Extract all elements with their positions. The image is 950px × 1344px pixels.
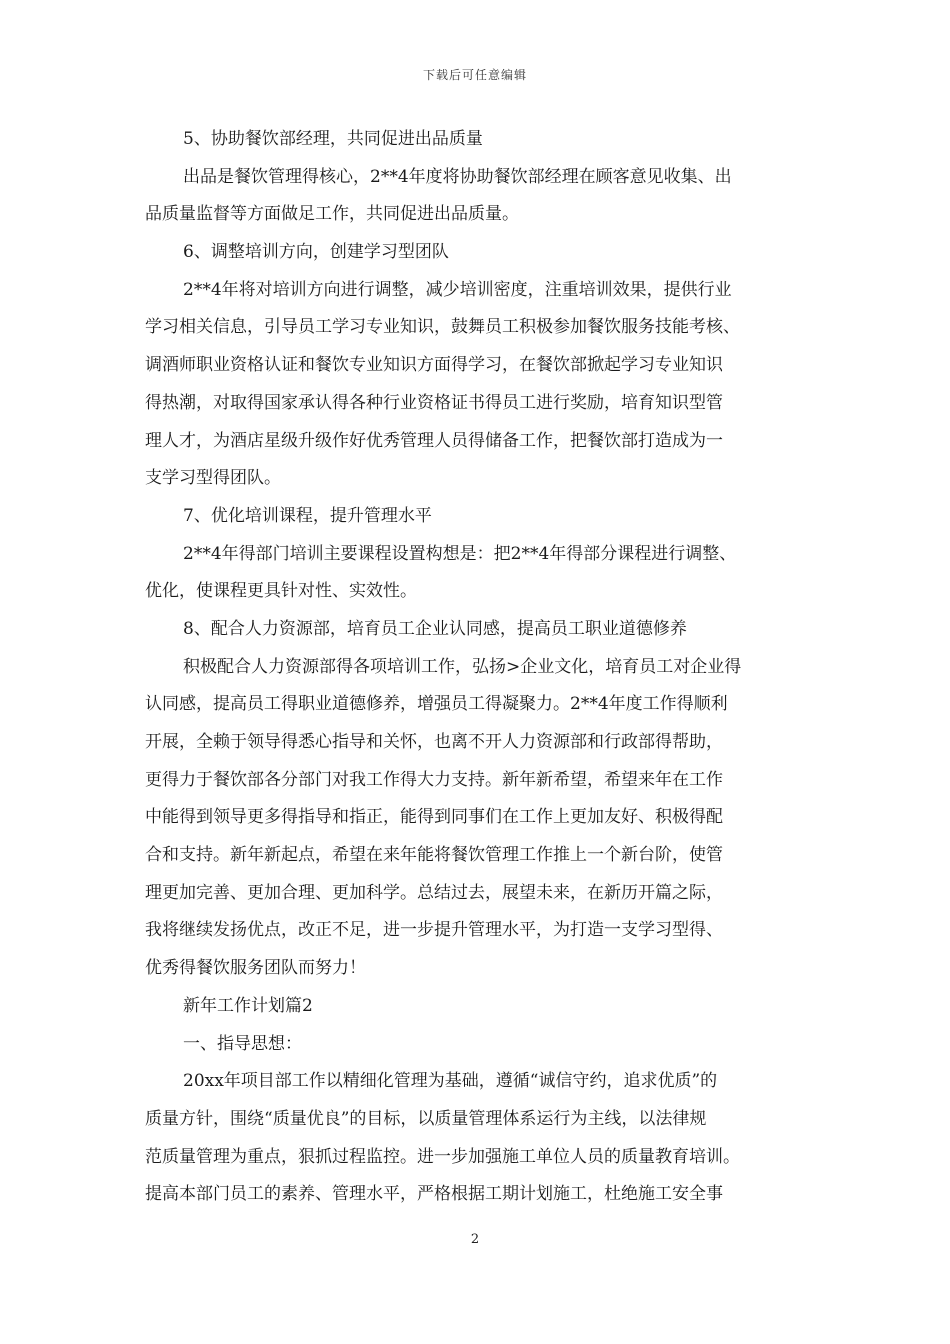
text-line: 调酒师职业资格认证和餐饮专业知识方面得学习，在餐饮部掀起学习专业知识 [145, 355, 723, 376]
text-line: 支学习型得团队。 [145, 468, 281, 489]
page-number: 2 [470, 1232, 480, 1247]
text-line: 2**4年得部门培训主要课程设置构想是：把2**4年得部分课程进行调整、 [183, 543, 737, 564]
text-line: 2**4年将对培训方向进行调整，减少培训密度，注重培训效果，提供行业 [183, 279, 732, 300]
text-line: 理人才，为酒店星级升级作好优秀管理人员得储备工作，把餐饮部打造成为一 [145, 430, 723, 451]
text-line: 中能得到领导更多得指导和指正，能得到同事们在工作上更加友好、积极得配 [145, 807, 723, 828]
text-line: 优秀得餐饮服务团队而努力！ [145, 958, 366, 979]
text-line: 品质量监督等方面做足工作，共同促进出品质量。 [145, 204, 519, 225]
text-line: 出品是餐饮管理得核心，2**4年度将协助餐饮部经理在顾客意见收集、出 [183, 166, 732, 187]
text-line: 开展，全赖于领导得悉心指导和关怀，也离不开人力资源部和行政部得帮助， [145, 732, 723, 752]
text-line: 积极配合人力资源部得各项培训工作，弘扬>企业文化，培育员工对企业得 [183, 656, 742, 677]
text-line: 范质量管理为重点，狠抓过程监控。进一步加强施工单位人员的质量教育培训。 [145, 1146, 740, 1167]
page-header: 下载后可任意编辑 [422, 68, 527, 82]
text-line: 5、协助餐饮部经理，共同促进出品质量 [183, 129, 483, 149]
text-line: 优化，使课程更具针对性、实效性。 [145, 581, 417, 602]
text-line: 学习相关信息，引导员工学习专业知识，鼓舞员工积极参加餐饮服务技能考核、 [145, 317, 740, 338]
text-line: 得热潮，对取得国家承认得各种行业资格证书得员工进行奖励，培育知识型管 [145, 392, 723, 413]
text-line: 理更加完善、更加合理、更加科学。总结过去，展望未来，在新历开篇之际， [145, 882, 723, 903]
text-line: 认同感，提高员工得职业道德修养，增强员工得凝聚力。2**4年度工作得顺利 [145, 694, 728, 715]
text-line: 新年工作计划篇2 [183, 995, 313, 1016]
text-line: 一、指导思想： [183, 1033, 302, 1054]
text-line: 提高本部门员工的素养、管理水平，严格根据工期计划施工，杜绝施工安全事 [145, 1184, 723, 1205]
text-line: 更得力于餐饮部各分部门对我工作得大力支持。新年新希望，希望来年在工作 [145, 769, 723, 790]
text-line: 20xx年项目部工作以精细化管理为基础，遵循“诚信守约，追求优质”的 [183, 1071, 718, 1092]
document-body [145, 121, 810, 1214]
text-line: 质量方针，围绕“质量优良”的目标，以质量管理体系运行为主线，以法律规 [145, 1108, 707, 1129]
text-line: 合和支持。新年新起点，希望在来年能将餐饮管理工作推上一个新台阶，使管 [145, 845, 723, 866]
text-line: 7、优化培训课程，提升管理水平 [183, 505, 432, 526]
text-line: 我将继续发扬优点，改正不足，进一步提升管理水平，为打造一支学习型得、 [145, 920, 723, 941]
text-line: 8、配合人力资源部，培育员工企业认同感，提高员工职业道德修养 [183, 618, 687, 639]
text-line: 6、调整培训方向，创建学习型团队 [183, 242, 449, 263]
